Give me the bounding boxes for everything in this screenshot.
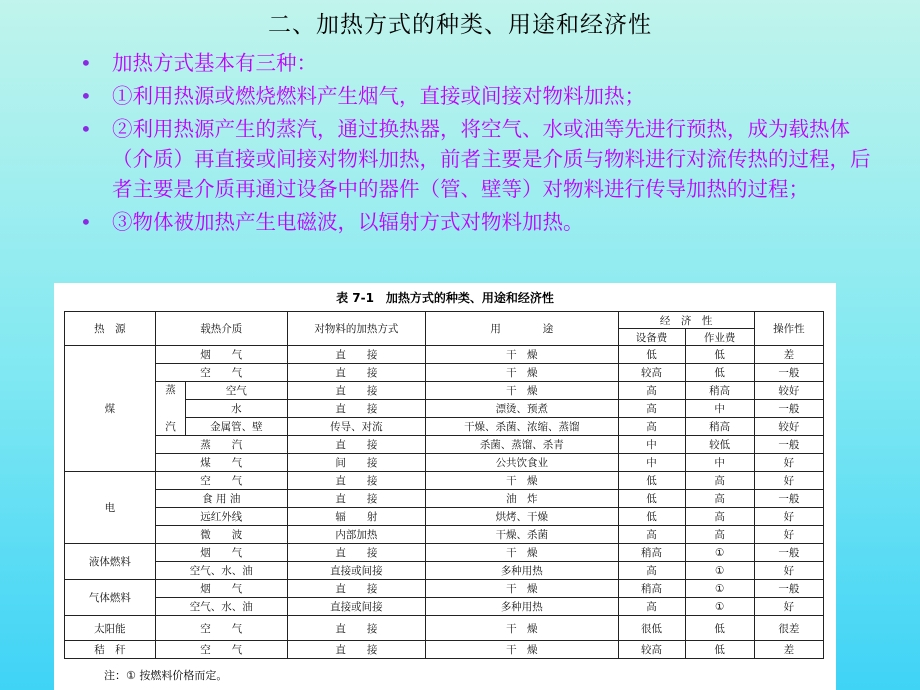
cell-equip: 中 — [618, 454, 685, 472]
header-use: 用 途 — [426, 312, 618, 346]
cell-method: 内部加热 — [287, 526, 425, 544]
cell-use: 干 燥 — [426, 364, 618, 382]
table-row — [65, 616, 824, 641]
header-equip-cost: 设备费 — [618, 329, 685, 346]
table-row — [65, 418, 824, 436]
cell-use: 干燥、杀菌、浓缩、蒸馏 — [426, 418, 618, 436]
cell-operability: 好 — [754, 454, 823, 472]
cell-operability: 一般 — [754, 400, 823, 418]
group-straw: 秸 秆 — [65, 641, 156, 659]
cell-op: 低 — [685, 616, 754, 641]
table-row — [65, 490, 824, 508]
cell-equip: 中 — [618, 436, 685, 454]
cell-equip: 高 — [618, 598, 685, 616]
group-gas-fuel: 气体燃料 — [65, 580, 156, 616]
bullet-item — [72, 48, 872, 78]
cell-op: ① — [685, 580, 754, 598]
cell-operability: 一般 — [754, 364, 823, 382]
bullet-dot-icon: • — [80, 117, 92, 141]
cell-method: 直 接 — [287, 472, 425, 490]
heating-methods-table — [64, 311, 824, 659]
cell-medium: 微 波 — [155, 526, 287, 544]
cell-op: 较低 — [685, 436, 754, 454]
cell-method: 辐 射 — [287, 508, 425, 526]
table-row — [65, 508, 824, 526]
header-method: 对物料的加热方式 — [287, 312, 425, 346]
cell-equip: 低 — [618, 508, 685, 526]
cell-use: 干 燥 — [426, 382, 618, 400]
table-row — [65, 598, 824, 616]
cell-op: 高 — [685, 508, 754, 526]
bullet-item — [72, 81, 872, 111]
cell-op: 低 — [685, 364, 754, 382]
table-header-row — [65, 312, 824, 329]
cell-op: 高 — [685, 490, 754, 508]
cell-medium: 烟 气 — [155, 544, 287, 562]
cell-method: 直 接 — [287, 616, 425, 641]
cell-medium: 空气 — [186, 382, 288, 400]
cell-medium: 水 — [186, 400, 288, 418]
cell-equip: 高 — [618, 400, 685, 418]
group-solar: 太阳能 — [65, 616, 156, 641]
bullet-item — [72, 207, 872, 237]
cell-method: 直 接 — [287, 400, 425, 418]
cell-method: 直 接 — [287, 346, 425, 364]
cell-method: 直 接 — [287, 580, 425, 598]
table-row — [65, 436, 824, 454]
cell-operability: 好 — [754, 598, 823, 616]
cell-equip: 低 — [618, 490, 685, 508]
cell-medium: 远红外线 — [155, 508, 287, 526]
cell-method: 直 接 — [287, 364, 425, 382]
header-economy: 经 济 性 — [618, 312, 754, 329]
cell-method: 直接或间接 — [287, 562, 425, 580]
cell-equip: 高 — [618, 526, 685, 544]
cell-medium: 煤 气 — [155, 454, 287, 472]
cell-equip: 较高 — [618, 364, 685, 382]
cell-use: 多种用热 — [426, 562, 618, 580]
cell-use: 干 燥 — [426, 544, 618, 562]
table-row — [65, 580, 824, 598]
cell-operability: 很差 — [754, 616, 823, 641]
cell-method: 传导、对流 — [287, 418, 425, 436]
cell-equip: 高 — [618, 382, 685, 400]
cell-use: 干 燥 — [426, 616, 618, 641]
bullet-dot-icon: • — [80, 84, 92, 108]
cell-use: 杀菌、蒸馏、杀青 — [426, 436, 618, 454]
bullet-item — [72, 114, 872, 204]
cell-medium: 空 气 — [155, 616, 287, 641]
cell-equip: 高 — [618, 562, 685, 580]
cell-medium: 烟 气 — [155, 580, 287, 598]
cell-medium: 空气、水、油 — [155, 598, 287, 616]
group-electric: 电 — [65, 472, 156, 544]
table-row — [65, 562, 824, 580]
cell-operability: 一般 — [754, 544, 823, 562]
table-image — [54, 283, 836, 690]
cell-use: 多种用热 — [426, 598, 618, 616]
bullet-dot-icon: • — [80, 210, 92, 234]
bullet-dot-icon: • — [80, 51, 92, 75]
group-liquid-fuel: 液体燃料 — [65, 544, 156, 580]
cell-method: 直 接 — [287, 490, 425, 508]
cell-op: 稍高 — [685, 382, 754, 400]
cell-medium: 蒸 汽 — [155, 436, 287, 454]
cell-op: ① — [685, 562, 754, 580]
table-row — [65, 382, 824, 400]
cell-method: 直 接 — [287, 382, 425, 400]
table-row — [65, 641, 824, 659]
cell-operability: 一般 — [754, 580, 823, 598]
cell-operability: 好 — [754, 472, 823, 490]
cell-operability: 好 — [754, 526, 823, 544]
cell-use: 油 炸 — [426, 490, 618, 508]
cell-operability: 好 — [754, 508, 823, 526]
group-steam-top: 蒸 — [155, 382, 185, 418]
cell-method: 直 接 — [287, 641, 425, 659]
cell-use: 公共饮食业 — [426, 454, 618, 472]
table-row — [65, 454, 824, 472]
cell-equip: 很低 — [618, 616, 685, 641]
cell-op: 中 — [685, 454, 754, 472]
cell-medium: 烟 气 — [155, 346, 287, 364]
table-row — [65, 472, 824, 490]
header-source: 热 源 — [65, 312, 156, 346]
group-coal: 煤 — [65, 346, 156, 472]
cell-medium: 空 气 — [155, 641, 287, 659]
table-caption: 表 7-1 加热方式的种类、用途和经济性 — [336, 291, 554, 305]
cell-method: 间 接 — [287, 454, 425, 472]
bullet-text: ①利用热源或燃烧燃料产生烟气，直接或间接对物料加热； — [112, 84, 645, 108]
table-row — [65, 346, 824, 364]
cell-equip: 稍高 — [618, 580, 685, 598]
table-row — [65, 364, 824, 382]
cell-use: 烘烤、干燥 — [426, 508, 618, 526]
cell-use: 干 燥 — [426, 641, 618, 659]
cell-op: 低 — [685, 641, 754, 659]
cell-op: 高 — [685, 526, 754, 544]
cell-equip: 高 — [618, 418, 685, 436]
cell-op: ① — [685, 598, 754, 616]
cell-op: 中 — [685, 400, 754, 418]
slide-title: 二、加热方式的种类、用途和经济性 — [268, 12, 652, 38]
cell-operability: 差 — [754, 641, 823, 659]
cell-op: 低 — [685, 346, 754, 364]
cell-equip: 低 — [618, 472, 685, 490]
cell-operability: 一般 — [754, 436, 823, 454]
cell-operability: 较好 — [754, 418, 823, 436]
cell-use: 漂烫、预煮 — [426, 400, 618, 418]
bullet-list — [72, 48, 872, 240]
cell-operability: 好 — [754, 562, 823, 580]
header-operability: 操作性 — [754, 312, 823, 346]
cell-use: 干 燥 — [426, 580, 618, 598]
group-steam-bottom: 汽 — [155, 418, 185, 436]
bullet-text: ②利用热源产生的蒸汽，通过换热器，将空气、水或油等先进行预热，成为载热体（介质）再直接或间接对物料加热，前者主要是介质与物料进行对流传热的过程，后者主要是介质再通过设备中的器件（管、壁等）对物料进行传导加热的过程； — [112, 117, 871, 201]
cell-use: 干 燥 — [426, 346, 618, 364]
cell-operability: 一般 — [754, 490, 823, 508]
cell-medium: 空 气 — [155, 472, 287, 490]
table-row — [65, 526, 824, 544]
cell-operability: 差 — [754, 346, 823, 364]
cell-medium: 空 气 — [155, 364, 287, 382]
cell-equip: 较高 — [618, 641, 685, 659]
cell-medium: 空气、水、油 — [155, 562, 287, 580]
cell-use: 干 燥 — [426, 472, 618, 490]
cell-equip: 稍高 — [618, 544, 685, 562]
table-note: 注：① 按燃料价格而定。 — [104, 669, 228, 682]
table-row — [65, 544, 824, 562]
cell-equip: 低 — [618, 346, 685, 364]
cell-method: 直接或间接 — [287, 598, 425, 616]
cell-method: 直 接 — [287, 436, 425, 454]
cell-medium: 食 用 油 — [155, 490, 287, 508]
cell-medium: 金属管、壁 — [186, 418, 288, 436]
bullet-text: ③物体被加热产生电磁波，以辐射方式对物料加热。 — [112, 210, 584, 234]
cell-use: 干燥、杀菌 — [426, 526, 618, 544]
cell-op: 高 — [685, 472, 754, 490]
cell-op: ① — [685, 544, 754, 562]
cell-operability: 较好 — [754, 382, 823, 400]
cell-op: 稍高 — [685, 418, 754, 436]
bullet-text: 加热方式基本有三种： — [112, 51, 317, 75]
cell-method: 直 接 — [287, 544, 425, 562]
header-op-cost: 作业费 — [685, 329, 754, 346]
header-medium: 载热介质 — [155, 312, 287, 346]
